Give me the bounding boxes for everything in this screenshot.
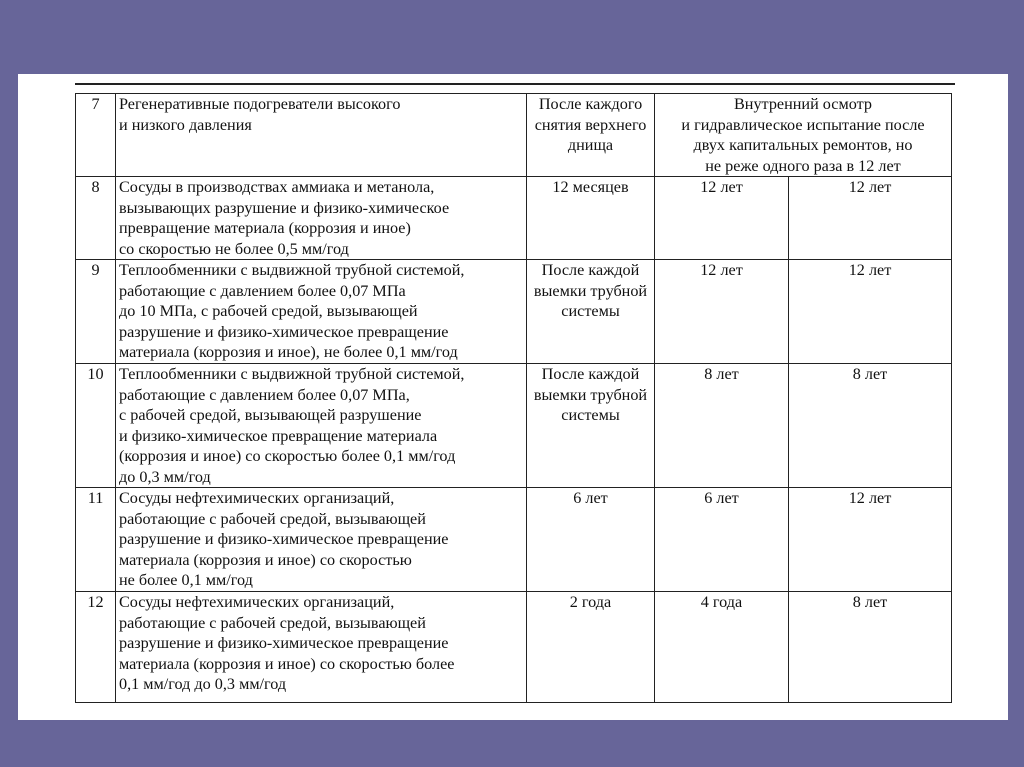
- hydraulic-test-cell: 12 лет: [789, 488, 952, 592]
- description-line: материала (коррозия и иное) со скоростью более: [119, 654, 455, 673]
- inspection-period-cell: [527, 177, 655, 260]
- top-rule-divider: [75, 83, 955, 85]
- table-row: [76, 488, 952, 592]
- vessel-description: [116, 260, 527, 364]
- row-number: 10: [76, 364, 116, 488]
- row-number: 7: [76, 94, 116, 177]
- period-line: 12 месяцев: [552, 178, 629, 196]
- internal-inspection-cell: 12 лет: [655, 177, 789, 260]
- merged-inspection-cell: [655, 94, 952, 177]
- period-line: снятия верхнего: [534, 115, 647, 134]
- vessel-description: [116, 177, 527, 260]
- description-line: Теплообменники с выдвижной трубной системой,: [119, 365, 465, 383]
- description-line: превращение материала (коррозия и иное): [119, 219, 411, 237]
- description-line: разрушение и физико-химическое превращение: [119, 322, 449, 341]
- table-row: [76, 364, 952, 488]
- description-line: до 10 МПа, с рабочей средой, вызывающей: [119, 302, 418, 320]
- period-line: выемки трубной: [533, 385, 648, 404]
- period-line: После каждого: [538, 95, 643, 113]
- description-line: Сосуды нефтехимических организаций,: [119, 593, 395, 611]
- hydraulic-test-cell: 12 лет: [789, 260, 952, 364]
- merged-line: двух капитальных ремонтов, но: [693, 136, 913, 154]
- inspection-period-cell: [527, 94, 655, 177]
- merged-line: не реже одного раза в 12 лет: [705, 156, 901, 175]
- vessel-description: [116, 592, 527, 703]
- description-line: Сосуды нефтехимических организаций,: [119, 489, 395, 507]
- description-line: материала (коррозия и иное), не более 0,1 мм/год: [119, 343, 458, 361]
- inspection-periods-table: [75, 93, 952, 703]
- vessel-description: [116, 364, 527, 488]
- row-number: 12: [76, 592, 116, 703]
- description-line: (коррозия и иное) со скоростью более 0,1 мм/год: [119, 447, 456, 465]
- table-row: [76, 177, 952, 260]
- description-line: работающие с рабочей средой, вызывающей: [119, 613, 426, 632]
- period-line: выемки трубной: [533, 281, 648, 300]
- inspection-period-cell: [527, 364, 655, 488]
- description-line: до 0,3 мм/год: [119, 467, 211, 486]
- description-line: вызывающих разрушение и физико-химическое: [119, 198, 450, 217]
- description-line: работающие с давлением более 0,07 МПа,: [119, 385, 410, 404]
- inspection-period-cell: [527, 592, 655, 703]
- description-line: разрушение и физико-химическое превращение: [119, 634, 449, 652]
- merged-line: Внутренний осмотр: [734, 95, 872, 113]
- bottom-frame-strip: [0, 720, 1024, 767]
- table-row: [76, 592, 952, 703]
- description-line: Регенеративные подогреватели высокого: [119, 95, 401, 113]
- description-line: работающие с рабочей средой, вызывающей: [119, 509, 426, 528]
- description-line: не более 0,1 мм/год: [119, 571, 253, 589]
- hydraulic-test-cell: 8 лет: [789, 364, 952, 488]
- period-line: После каждой: [541, 261, 640, 279]
- hydraulic-test-cell: 8 лет: [789, 592, 952, 703]
- internal-inspection-cell: 12 лет: [655, 260, 789, 364]
- inspection-period-cell: [527, 488, 655, 592]
- description-line: и физико-химическое превращение материала: [119, 426, 438, 445]
- description-line: с рабочей средой, вызывающей разрушение: [119, 406, 422, 424]
- slide-page: [18, 74, 1008, 720]
- internal-inspection-cell: 4 года: [655, 592, 789, 703]
- period-line: После каждой: [541, 365, 640, 383]
- vessel-description: [116, 94, 527, 177]
- internal-inspection-cell: 6 лет: [655, 488, 789, 592]
- inspection-period-cell: [527, 260, 655, 364]
- hydraulic-test-cell: 12 лет: [789, 177, 952, 260]
- row-number: 9: [76, 260, 116, 364]
- description-line: материала (коррозия и иное) со скоростью: [119, 550, 412, 569]
- description-line: и низкого давления: [119, 115, 252, 134]
- vessel-description: [116, 488, 527, 592]
- period-line: системы: [561, 406, 620, 424]
- table-row: [76, 260, 952, 364]
- description-line: Сосуды в производствах аммиака и метанола,: [119, 178, 435, 196]
- description-line: со скоростью не более 0,5 мм/год: [119, 239, 349, 258]
- internal-inspection-cell: 8 лет: [655, 364, 789, 488]
- description-line: разрушение и физико-химическое превращение: [119, 530, 449, 548]
- row-number: 8: [76, 177, 116, 260]
- period-line: 6 лет: [573, 489, 608, 507]
- row-number: 11: [76, 488, 116, 592]
- description-line: работающие с давлением более 0,07 МПа: [119, 281, 406, 300]
- description-line: Теплообменники с выдвижной трубной системой,: [119, 261, 465, 279]
- period-line: днища: [567, 136, 614, 154]
- merged-line: и гидравлическое испытание после: [681, 115, 925, 134]
- description-line: 0,1 мм/год до 0,3 мм/год: [119, 675, 287, 693]
- table-row: [76, 94, 952, 177]
- period-line: системы: [561, 302, 620, 320]
- period-line: 2 года: [569, 593, 612, 611]
